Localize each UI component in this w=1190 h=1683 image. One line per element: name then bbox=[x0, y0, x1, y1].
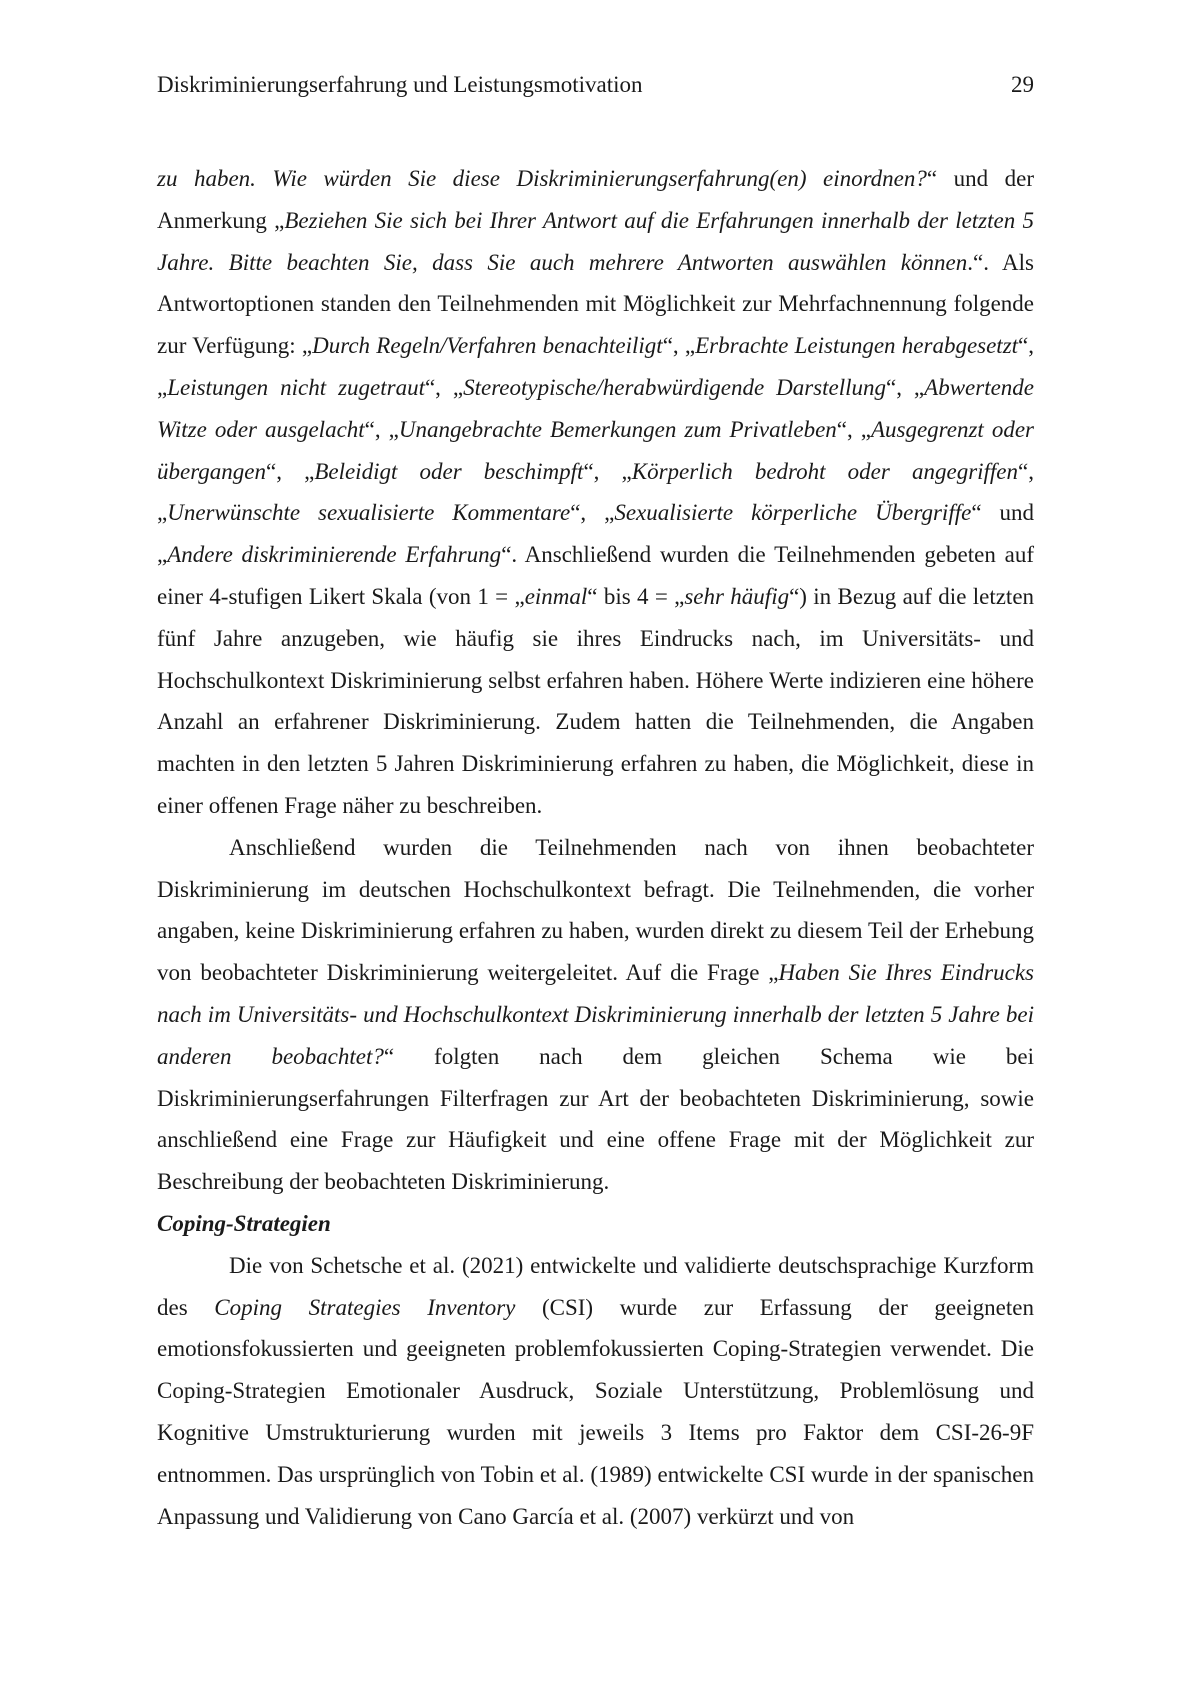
option-6: Unangebrachte Bemerkungen zum Privatleben bbox=[398, 416, 837, 442]
option-8: Beleidigt oder beschimpft bbox=[314, 458, 584, 484]
option-11: Sexualisierte körperliche Übergriffe bbox=[614, 500, 972, 526]
paragraph-observed-discrimination: Anschließend wurden die Teilnehmenden nach von ihnen beobachteter Diskriminierung im deutschen Hochschulkontext befragt. Die Teilnehmenden, die vorher angaben, keine Diskriminierung erfahren zu haben, wurden direkt zu diesem Teil der Erhebung von beobachteter Diskriminierung weitergeleitet. Auf die Frage „Haben Sie Ihres Eindrucks nach im Universitäts- und Hochschulkontext Diskriminierung innerhalb der letzten 5 Jahre bei anderen beobachtet?“ folgten nach dem gleichen Schema wie bei Diskriminierungserfahrungen Filterfragen zur Art der beobachteten Diskriminierung, sowie anschließend eine Frage zur Häufigkeit und eine offene Frage mit der Möglichkeit zur Beschreibung der beobachteten Diskriminierung. bbox=[157, 834, 1034, 1195]
scale-anchor-high: sehr häufig bbox=[684, 583, 790, 609]
page-number: 29 bbox=[1011, 72, 1034, 97]
paragraph-measure-description: zu haben. Wie würden Sie diese Diskriminierungserfahrung(en) einordnen?“ und der Anmerkung „Beziehen Sie sich bei Ihrer Antwort auf die Erfahrungen innerhalb der letzten 5 Jahre. Bitte beachten Sie, dass Sie auch mehrere Antworten auswählen können.“. Als Antwortoptionen standen den Teilnehmenden mit Möglichkeit zur Mehrfachnennung folgende zur Verfügung: „Durch Regeln/Verfahren benachteiligt“, „Erbrachte Leistungen herabgesetzt“, „Leistungen nicht zugetraut“, „Stereotypische/herabwürdigende Darstellung“, „Abwertende Witze oder ausgelacht“, „Unangebrachte Bemerkungen zum Privatleben“, „Ausgegrenzt oder übergangen“, „Beleidigt oder beschimpft“, „Körperlich bedroht oder angegriffen“, „Unerwünschte sexualisierte Kommentare“, „Sexualisierte körperliche Übergriffe“ und „Andere diskriminierende Erfahrung“. Anschließend wurden die Teilnehmenden gebeten auf einer 4-stufigen Likert Skala (von 1 = „einmal“ bis 4 = „sehr häufig“) in Bezug auf die letzten fünf Jahre anzugeben, wie häufig sie ihres Eindrucks nach, im Universitäts- und Hochschulkontext Diskriminierung selbst erfahren haben. Höhere Werte indizieren eine höhere Anzahl an erfahrener Diskriminierung. Zudem hatten die Teilnehmenden, die Angaben machten in den letzten 5 Jahren Diskriminierung erfahren zu haben, die Möglichkeit, diese in einer offenen Frage näher zu beschreiben. bbox=[157, 166, 1035, 818]
option-12: Andere diskriminierende Erfahrung bbox=[167, 542, 502, 568]
option-3: Leistungen nicht zugetraut bbox=[167, 374, 425, 400]
section-heading: Coping-Strategien bbox=[157, 1210, 331, 1236]
option-1: Durch Regeln/Verfahren benachteiligt bbox=[312, 333, 663, 359]
page-body bbox=[157, 158, 1034, 1537]
option-9: Körperlich bedroht oder angegriffen bbox=[631, 458, 1019, 484]
paragraph-coping-strategies: Die von Schetsche et al. (2021) entwickelte und validierte deutschsprachige Kurzform des Coping Strategies Inventory (CSI) wurde zur Erfassung der geeigneten emotionsfokussierten und geeigneten problemfokussierten Coping-Strategien verwendet. Die Coping-Strategien Emotionaler Ausdruck, Soziale Unterstützung, Problemlösung und Kognitive Umstrukturierung wurden mit jeweils 3 Items pro Faktor dem CSI-26-9F entnommen. Das ursprünglich von Tobin et al. (1989) entwickelte CSI wurde in der spanischen Anpassung und Validierung von Cano García et al. (2007) verkürzt und von bbox=[157, 1252, 1034, 1529]
inventory-title: Coping Strategies Inventory bbox=[214, 1294, 516, 1320]
note-text: Beziehen Sie sich bei Ihrer Antwort auf die Erfahrungen innerhalb der letzten 5 Jahre. Bitte beachten Sie, dass Sie auch mehrere Antworten auswählen können bbox=[157, 207, 1034, 275]
page-header bbox=[157, 72, 1034, 98]
observed-question-text: Haben Sie Ihres Eindrucks nach im Universitäts- und Hochschulkontext Diskriminierung innerhalb der letzten 5 Jahre bei anderen beobachtet? bbox=[157, 960, 1034, 1069]
scale-anchor-low: einmal bbox=[524, 583, 588, 609]
running-title: Diskriminierungserfahrung und Leistungsmotivation bbox=[157, 72, 643, 97]
option-5: Abwertende Witze oder ausgelacht bbox=[157, 374, 1035, 442]
question-text: zu haben. Wie würden Sie diese Diskriminierungserfahrung(en) einordnen? bbox=[157, 166, 927, 191]
option-7: Ausgegrenzt oder übergangen bbox=[157, 416, 1034, 484]
option-10: Unerwünschte sexualisierte Kommentare bbox=[167, 500, 571, 526]
option-2: Erbrachte Leistungen herabgesetzt bbox=[695, 333, 1019, 359]
option-4: Stereotypische/herabwürdigende Darstellung bbox=[463, 374, 887, 400]
